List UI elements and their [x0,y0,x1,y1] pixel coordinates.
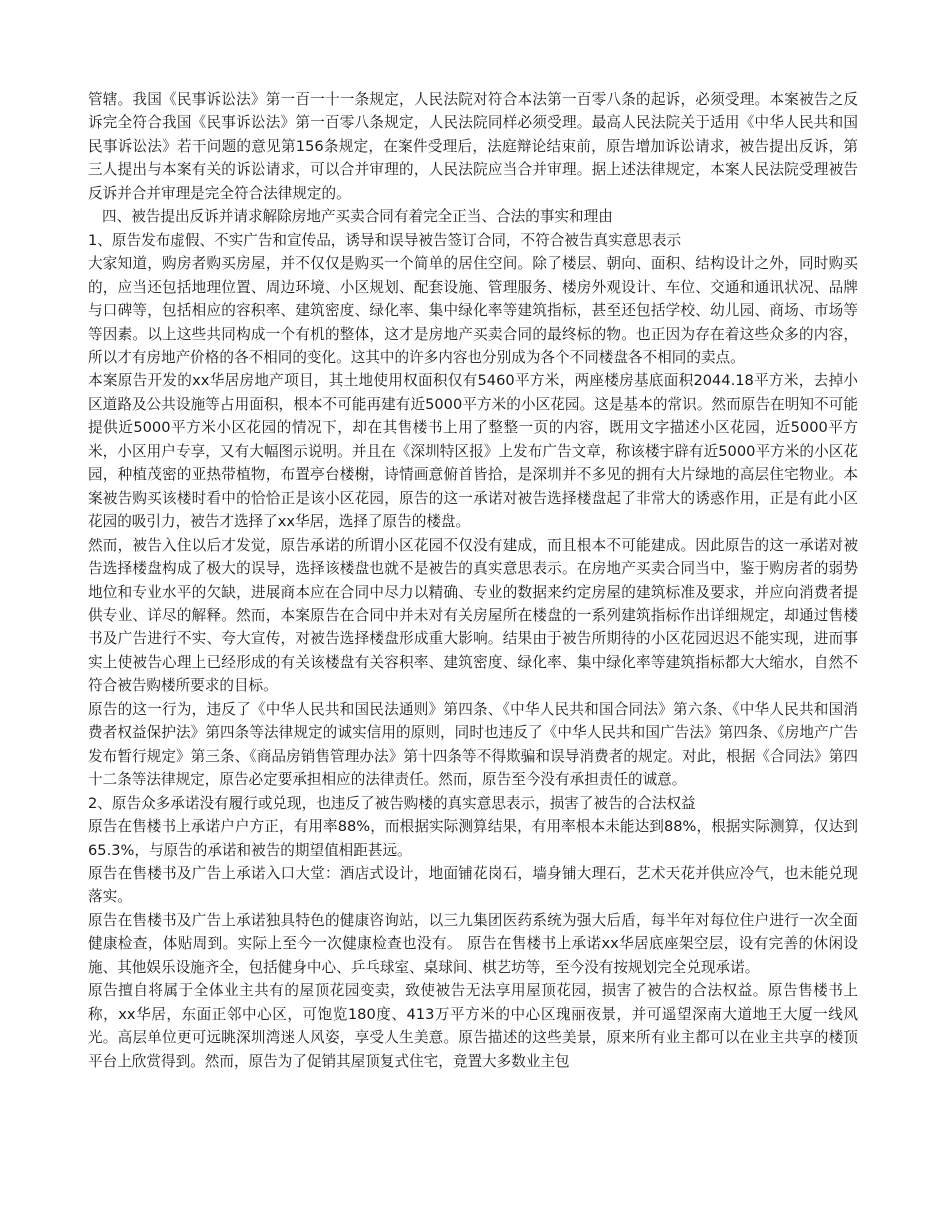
subheading-two: 2、原告众多承诺没有履行或兑现，也违反了被告购楼的真实意思表示，损害了被告的合法权益 [88,794,696,812]
document-page [88,88,858,1073]
subheading-one: 1、原告发布虚假、不实广告和宣传品，诱导和误导被告签订合同，不符合被告真实意思表示 [88,231,682,249]
paragraph-usable-rate: 原告在售楼书上承诺户户方正，有用率88%，而根据实际测算结果，有用率根本未能达到88%，根据实际测算，仅达到65.3%，与原告的承诺和被告的期望值相距甚远。 [88,818,858,859]
paragraph-buyer-considerations: 大家知道，购房者购买房屋，并不仅仅是购买一个简单的居住空间。除了楼层、朝向、面积、结构设计之外，同时购买的，应当还包括地理位置、周边环境、小区规划、配套设施、管理服务、楼房外观设计、车位、交通和通讯状况、品牌与口碑等，包括相应的容积率、建筑密度、绿化率、集中绿化率等建筑指标，甚至还包括学校、幼儿园、商场、市场等等因素。以上这些共同构成一个有机的整体，这才是房地产买卖合同的最终标的物。也正因为存在着这些众多的内容，所以才有房地产价格的各不相同的变化。这其中的许多内容也分别成为各个不同楼盘各不相同的卖点。 [88,255,858,366]
paragraph-rooftop-garden: 原告擅自将属于全体业主共有的屋顶花园变卖，致使被告无法享用屋顶花园，损害了被告的合法权益。原告售楼书上称，xx华居，东面正邻中心区，可饱览180度、413万平方米的中心区瑰丽夜景，并可遥望深南大道地王大厦一线风光。高层单位更可远眺深圳湾迷人风姿，享受人生美意。原告描述的这些美景，原来所有业主都可以在业主共享的楼顶平台上欣赏得到。然而，原告为了促销其屋顶复式住宅，竟置大多数业主包 [88,982,858,1070]
paragraph-misleading: 然而，被告入住以后才发觉，原告承诺的所谓小区花园不仅没有建成，而且根本不可能建成。因此原告的这一承诺对被告选择楼盘构成了极大的误导，选择该楼盘也就不是被告的真实意思表示。在房地产买卖合同当中，鉴于购房者的弱势地位和专业水平的欠缺，进展商本应在合同中尽力以精确、专业的数据来约定房屋的建筑标准及要求，并应向消费者提供专业、详尽的解释。然而，本案原告在合同中并未对有关房屋所在楼盘的一系列建筑指标作出详细规定，却通过售楼书及广告进行不实、夸大宣传，对被告选择楼盘形成重大影响。结果由于被告所期待的小区花园迟迟不能实现，进而事实上使被告心理上已经形成的有关该楼盘有关容积率、建筑密度、绿化率、集中绿化率等建筑指标都大大缩水，自然不符合被告购楼所要求的目标。 [88,536,858,695]
paragraph-lobby: 原告在售楼书及广告上承诺入口大堂：酒店式设计，地面铺花岗石，墙身铺大理石，艺术天花并供应冷气，也未能兑现落实。 [88,864,858,906]
paragraph-garden-promise: 本案原告开发的xx华居房地产项目，其土地使用权面积仅有5460平方米，两座楼房基底面积2044.18平方米，去掉小区道路及公共设施等占用面积，根本不可能再建有近5000平方米的小区花园。这是基本的常识。然而原告在明知不可能提供近5000平方米小区花园的情况下，却在其售楼书上用了整整一页的内容，既用文字描述小区花园，近5000平方米，小区用户专享，又有大幅图示说明。并且在《深圳特区报》上发布广告文章，称该楼宇辟有近5000平方米的小区花园，种植茂密的亚热带植物，布置亭台楼榭，诗情画意俯首皆拾，是深圳并不多见的拥有大片绿地的高层住宅物业。本案被告购买该楼时看中的恰恰正是该小区花园，原告的这一承诺对被告选择楼盘起了非常大的诱惑作用，正是有此小区花园的吸引力，被告才选择了xx华居，选择了原告的楼盘。 [88,372,858,531]
paragraph-health-station: 原告在售楼书及广告上承诺独具特色的健康咨询站，以三九集团医药系统为强大后盾，每半年对每位住户进行一次全面健康检查，体贴周到。实际上至今一次健康检查也没有。 原告在售楼书上承诺xx华居底座架空层，设有完善的休闲设施、其他娱乐设施齐全，包括健身中心、乒乓球室、桌球间、棋艺坊等，至今没有按规划完全兑现承诺。 [88,911,858,976]
section-heading-four: 四、被告提出反诉并请求解除房地产买卖合同有着完全正当、合法的事实和理由 [102,208,613,226]
paragraph-legal-violation: 原告的这一行为，违反了《中华人民共和国民法通则》第四条、《中华人民共和国合同法》第六条、《中华人民共和国消费者权益保护法》第四条等法律规定的诚实信用的原则，同时也违反了《中华人民共和国广告法》第四条、《房地产广告发布暂行规定》第三条、《商品房销售管理办法》第十四条等不得欺骗和误导消费者的规定。对此，根据《合同法》第四十二条等法律规定，原告必定要承担相应的法律责任。然而，原告至今没有承担责任的诚意。 [88,700,858,789]
paragraph-jurisdiction: 管辖。我国《民事诉讼法》第一百一十一条规定，人民法院对符合本法第一百零八条的起诉，必须受理。本案被告之反诉完全符合我国《民事诉讼法》第一百零八条规定，人民法院同样必须受理。最高人民法院关于适用《中华人民共和国民事诉讼法》若干问题的意见第156条规定，在案件受理后，法庭辩论结束前，原告增加诉讼请求，被告提出反诉，第三人提出与本案有关的诉讼请求，可以合并审理的，人民法院应当合并审理。据上述法律规定，本案人民法院受理被告反诉并合并审理是完全符合法律规定的。 [88,91,858,202]
